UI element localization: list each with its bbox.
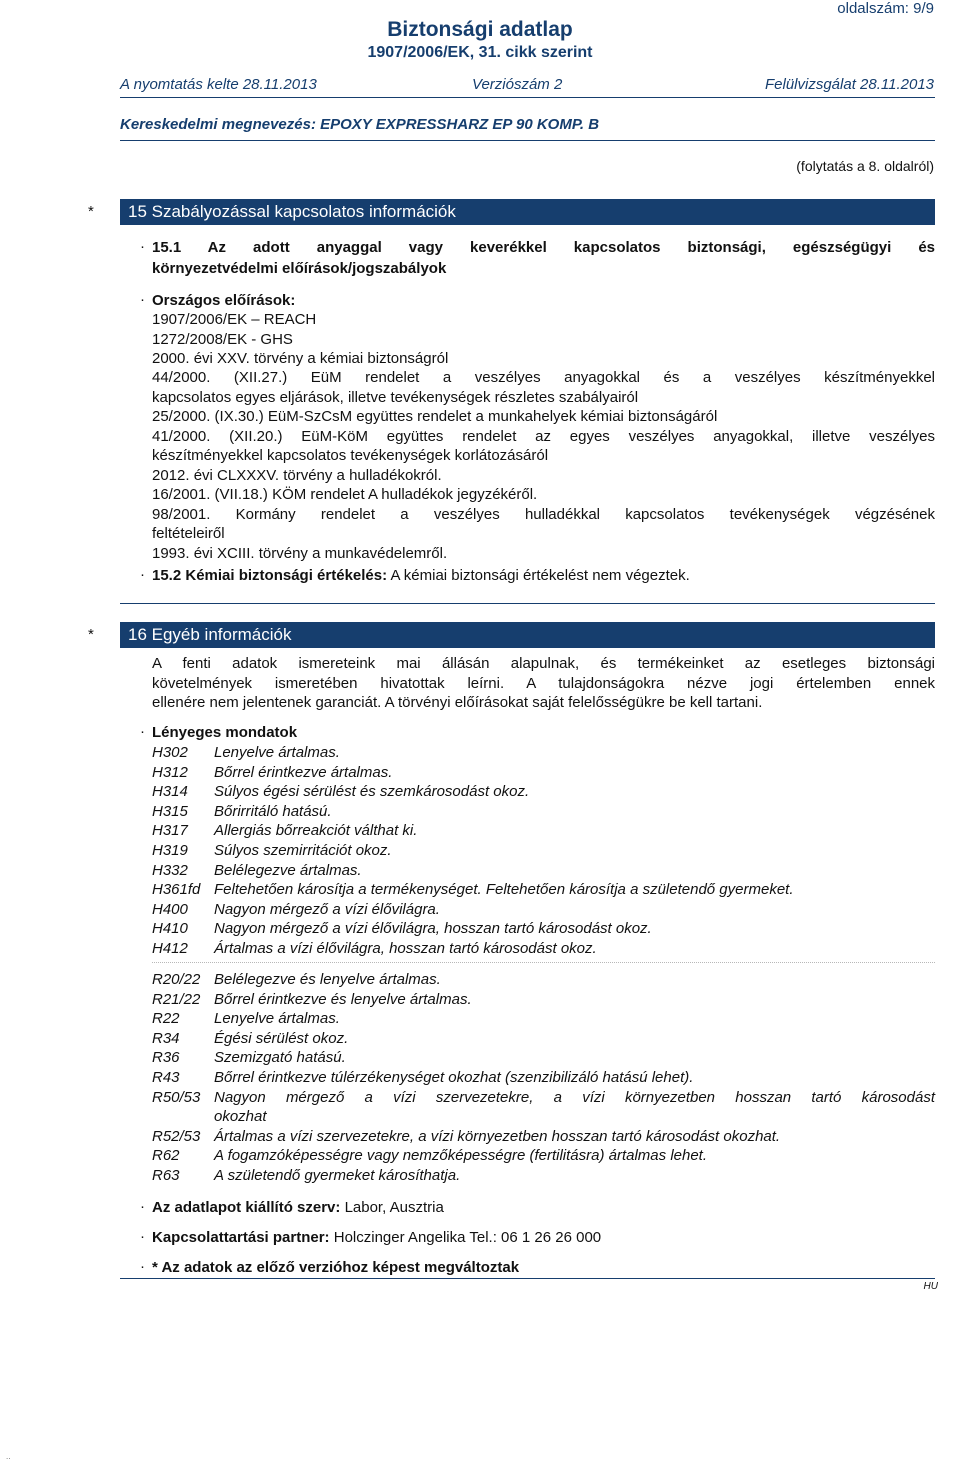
bullet-dot: · [140, 1258, 145, 1275]
phrase-text: Súlyos égési sérülést és szemkárosodást okoz. [214, 783, 530, 801]
page-number: oldalszám: 9/9 [837, 0, 934, 17]
phrase-text: Szemizgató hatású. [214, 1049, 346, 1067]
phrase-row [152, 821, 417, 841]
phrase-text: Ártalmas a vízi élővilágra, hosszan tartó károsodást okoz. [214, 940, 597, 957]
phrase-text: Ártalmas a vízi szervezetekre, a vízi környezetben hosszan tartó károsodást okozhat. [214, 1127, 781, 1145]
phrase-row [152, 841, 392, 861]
version-number: Verziószám 2 [472, 76, 563, 93]
regulation-line: 25/2000. (IX.30.) EüM-SzCsM együttes rendelet a munkahelyek kémiai biztonságáról [152, 408, 718, 425]
revision-date: Felülvizsgálat 28.11.2013 [765, 76, 934, 93]
footer-mark: .. [6, 1452, 11, 1461]
phrase-code: R34 [152, 1029, 180, 1047]
contact-value: Holczinger Angelika Tel.: 06 1 26 26 000 [333, 1229, 602, 1246]
chemical-safety-label: 15.2 Kémiai biztonsági értékelés: [152, 567, 388, 584]
phrase-text: Lenyelve ártalmas. [214, 1010, 340, 1028]
phrase-text: Bőrrel érintkezve és lenyelve ártalmas. [214, 990, 472, 1008]
phrase-code: H400 [152, 900, 188, 918]
phrase-code: R50/53 [152, 1088, 201, 1106]
phrase-text: Bőrrel érintkezve ártalmas. [214, 763, 393, 781]
issuer-line [152, 1198, 444, 1218]
phrase-code: H412 [152, 940, 188, 957]
section-divider [120, 603, 935, 604]
section-16-header [120, 622, 935, 648]
phrase-row [152, 1107, 267, 1127]
phrase-text: Nagyon mérgező a vízi élővilágra. [214, 900, 440, 918]
phrase-text: Allergiás bőrreakciót válthat ki. [214, 822, 418, 840]
phrase-code: H302 [152, 744, 188, 761]
subsection-15-1-title-line2: környezetvédelmi előírások/jogszabályok [152, 260, 447, 277]
phrase-text: Bőrirritáló hatású. [214, 802, 332, 820]
phrase-text: Feltehetően károsítja a termékenységet. Feltehetően károsítja a születendő gyermeket. [214, 881, 794, 899]
issuer-value: Labor, Ausztria [344, 1199, 444, 1216]
intro-line: A fenti adatok ismereteink mai állásán alapulnak, és termékeinket az esetleges biztonsági [152, 655, 935, 672]
phrase-text: okozhat [214, 1108, 267, 1126]
phrase-code: R63 [152, 1167, 180, 1184]
section-16-title: 16 Egyéb információk [128, 625, 292, 644]
phrase-row [152, 1068, 693, 1088]
language-code: HU [923, 1281, 938, 1292]
phrase-row [152, 919, 652, 939]
phrase-code: H312 [152, 763, 188, 781]
phrase-row [152, 1048, 346, 1068]
changed-marker: * [88, 203, 94, 220]
regulation-line: 1907/2006/EK – REACH [152, 311, 317, 328]
phrase-row [152, 861, 362, 881]
section-15-title: 15 Szabályozással kapcsolatos információk [128, 202, 456, 221]
print-date: A nyomtatás kelte 28.11.2013 [120, 76, 317, 93]
regulation-line: 98/2001. Kormány rendelet a veszélyes hulladékkal kapcsolatos tevékenységek végzésének [152, 506, 935, 523]
bullet-dot: · [140, 723, 145, 740]
section-15-header [120, 199, 935, 225]
phrase-text: A születendő gyermeket károsíthatja. [214, 1167, 461, 1184]
phrase-code: H332 [152, 861, 188, 879]
regulation-line: 16/2001. (VII.18.) KÖM rendelet A hulladékok jegyzékéről. [152, 486, 538, 503]
phrase-text: Égési sérülést okoz. [214, 1029, 349, 1047]
phrase-code: H361fd [152, 881, 201, 899]
intro-line: követelmények ismeretében hivatottak leírni. A tulajdonságokra nézve jogi értelemben ennek [152, 675, 935, 692]
bullet-dot: · [140, 238, 145, 255]
subsection-15-1-title-line1: 15.1 Az adott anyaggal vagy keverékkel kapcsolatos biztonsági, egészségügyi és [152, 239, 935, 256]
chemical-safety-assessment [152, 566, 690, 586]
phrase-text: Belélegezve ártalmas. [214, 861, 362, 879]
issuer-label: Az adatlapot kiállító szerv: [152, 1199, 341, 1216]
regulation-line: 2012. évi CLXXXV. törvény a hulladékokról. [152, 467, 442, 484]
phrase-code: H314 [152, 783, 188, 801]
phrase-row [152, 1088, 935, 1108]
footer-divider [120, 1278, 935, 1279]
bullet-dot: · [140, 566, 145, 583]
phrase-code: H317 [152, 822, 188, 840]
phrase-code: R52/53 [152, 1127, 201, 1145]
phrase-row [152, 763, 392, 783]
phrase-code: R36 [152, 1049, 180, 1067]
phrase-text: A fogamzóképességre vagy nemzőképességre (fertilitásra) ártalmas lehet. [214, 1147, 708, 1165]
phrase-row [152, 802, 332, 822]
phrase-row [152, 782, 529, 802]
document-subtitle: 1907/2006/EK, 31. cikk szerint [367, 44, 593, 61]
phrase-row [152, 1029, 348, 1049]
regulation-line: kapcsolatos egyes eljárások, illetve tevékenységek részletes szabályairól [152, 389, 639, 406]
phrase-text: Belélegezve és lenyelve ártalmas. [214, 971, 441, 988]
national-regulations-label: Országos előírások: [152, 292, 296, 309]
regulation-line: 41/2000. (XII.20.) EüM-KöM együttes rendelet az egyes veszélyes anyagokkal, illetve veszélyes [152, 428, 935, 445]
phrase-row [152, 970, 441, 990]
phrase-row [152, 1009, 340, 1029]
phrase-row [152, 880, 794, 900]
chemical-safety-text: A kémiai biztonsági értékelést nem végeztek. [390, 567, 690, 584]
phrase-row [152, 1166, 460, 1186]
changed-marker: * [88, 626, 94, 643]
continued-note: (folytatás a 8. oldalról) [796, 158, 934, 174]
phrase-row [152, 939, 597, 959]
contact-line [152, 1228, 601, 1248]
phrase-code: H315 [152, 802, 188, 820]
contact-label: Kapcsolattartási partner: [152, 1229, 330, 1246]
phrase-code: H319 [152, 842, 188, 859]
phrase-row [152, 743, 340, 763]
regulation-line: készítményekkel kapcsolatos tevékenységek korlátozásáról [152, 447, 549, 464]
regulation-line: 1272/2008/EK - GHS [152, 331, 293, 348]
trade-name: Kereskedelmi megnevezés: EPOXY EXPRESSHARZ EP 90 KOMP. B [120, 116, 600, 133]
header-divider [120, 97, 935, 98]
regulation-line: 1993. évi XCIII. törvény a munkavédelemről. [152, 545, 448, 562]
intro-line: ellenére nem jelentenek garanciát. A törvényi előírásokat saját felelősségükre be kell tartani. [152, 694, 763, 711]
phrase-code: R20/22 [152, 971, 201, 988]
phrase-row [152, 1127, 780, 1147]
phrase-row [152, 900, 440, 920]
relevant-phrases-label: Lényeges mondatok [152, 724, 298, 741]
regulation-line: 44/2000. (XII.27.) EüM rendelet a veszélyes anyagokkal és a veszélyes készítményekkel [152, 369, 935, 386]
bullet-dot: · [140, 1228, 145, 1245]
phrase-code: R21/22 [152, 990, 201, 1008]
phrase-text: Nagyon mérgező a vízi élővilágra, hosszan tartó károsodást okoz. [214, 920, 652, 938]
regulation-line: 2000. évi XXV. törvény a kémiai biztonságról [152, 350, 449, 367]
document-title: Biztonsági adatlap [387, 18, 573, 41]
phrase-row [152, 1146, 707, 1166]
phrase-row [152, 990, 472, 1010]
phrase-text: Nagyon mérgező a vízi szervezetekre, a vízi környezetben hosszan tartó károsodást [214, 1088, 935, 1106]
regulation-line: feltételeiről [152, 525, 225, 542]
trade-divider [120, 140, 935, 141]
phrase-text: Súlyos szemirritációt okoz. [214, 842, 392, 859]
bullet-dot: · [140, 291, 145, 308]
phrase-code: H410 [152, 920, 188, 938]
phrase-text: Lenyelve ártalmas. [214, 744, 340, 761]
phrase-code: R22 [152, 1010, 180, 1028]
phrase-text: Bőrrel érintkezve túlérzékenységet okozhat (szenzibilizáló hatású lehet). [214, 1069, 694, 1086]
bullet-dot: · [140, 1198, 145, 1215]
phrase-code: R62 [152, 1147, 180, 1165]
phrase-separator [152, 962, 935, 963]
phrase-code: R43 [152, 1069, 180, 1086]
changed-data-note: * Az adatok az előző verzióhoz képest megváltoztak [152, 1259, 520, 1276]
